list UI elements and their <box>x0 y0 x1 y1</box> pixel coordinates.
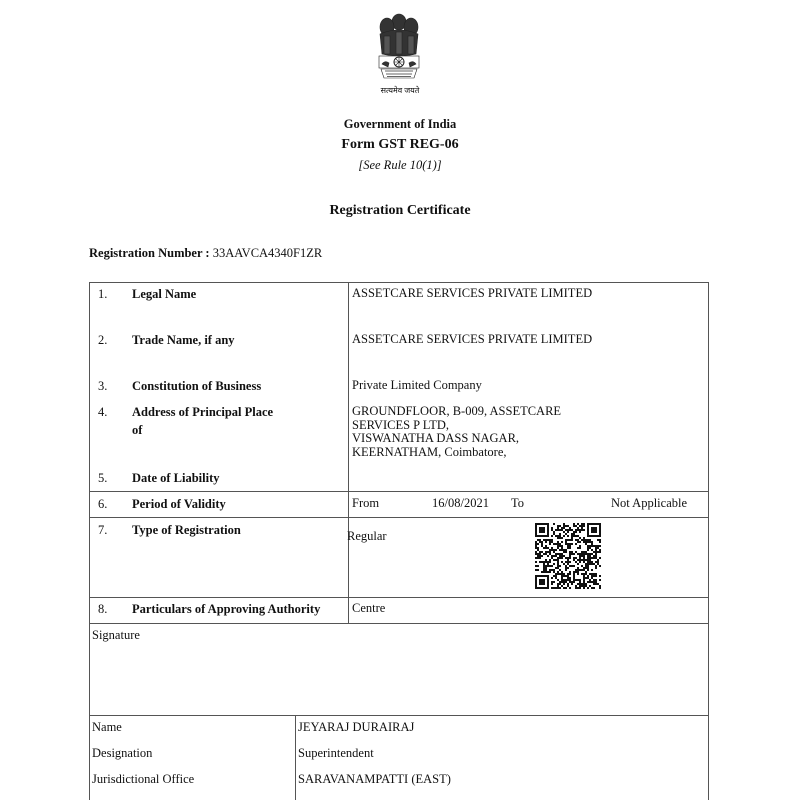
validity-to-label: To <box>511 496 525 510</box>
name-label: Name <box>92 720 122 734</box>
row-number: 3. <box>98 379 108 393</box>
name-value: JEYARAJ DURAIRAJ <box>298 720 415 734</box>
row-number: 5. <box>98 471 108 485</box>
government-heading: Government of India <box>343 117 457 131</box>
address-label <box>132 403 273 439</box>
signature-label: Signature <box>92 628 140 642</box>
address-line: SERVICES P LTD, <box>352 417 450 432</box>
approving-authority-value: Centre <box>352 601 386 615</box>
approving-authority-label: Particulars of Approving Authority <box>132 602 321 616</box>
trade-name-value: ASSETCARE SERVICES PRIVATE LIMITED <box>352 332 593 346</box>
national-emblem-icon <box>370 12 428 84</box>
row-number: 8. <box>98 602 108 616</box>
row-number: 7. <box>98 523 108 537</box>
rule-reference: [See Rule 10(1)] <box>358 158 442 172</box>
certificate-title: Registration Certificate <box>329 203 471 218</box>
jurisdictional-office-value: SARAVANAMPATTI (EAST) <box>298 772 451 786</box>
legal-name-label: Legal Name <box>132 287 197 301</box>
period-of-validity-label: Period of Validity <box>132 497 226 511</box>
registration-number-value: 33AAVCA4340F1ZR <box>212 246 323 260</box>
address-line: VISWANATHA DASS NAGAR, <box>352 431 520 445</box>
date-of-liability-label: Date of Liability <box>132 471 220 485</box>
legal-name-value: ASSETCARE SERVICES PRIVATE LIMITED <box>352 286 593 300</box>
emblem-motto: सत्यमेव जयते <box>380 86 420 95</box>
validity-from-value: 16/08/2021 <box>432 496 489 510</box>
designation-label: Designation <box>92 746 153 760</box>
validity-from-label: From <box>352 496 380 510</box>
registration-number-label: Registration Number : <box>89 246 210 260</box>
type-of-registration-value: Regular <box>347 529 387 543</box>
row-number: 2. <box>98 333 108 347</box>
type-of-registration-label: Type of Registration <box>132 523 241 537</box>
jurisdictional-office-label: Jurisdictional Office <box>92 772 195 786</box>
address-line: GROUNDFLOOR, B-009, ASSETCARE <box>352 404 562 418</box>
trade-name-label: Trade Name, if any <box>132 333 235 347</box>
row-number: 6. <box>98 497 108 511</box>
designation-value: Superintendent <box>298 746 374 760</box>
row-number: 1. <box>98 287 108 301</box>
constitution-label: Constitution of Business <box>132 379 262 393</box>
registration-number-line <box>89 246 322 261</box>
address-label-line: of <box>132 423 143 437</box>
address-line: KEERNATHAM, Coimbatore, <box>352 444 507 459</box>
row-number: 4. <box>98 405 108 419</box>
qr-code-icon <box>535 523 601 589</box>
address-value <box>352 405 561 459</box>
address-label-line: Address of Principal Place <box>132 405 274 419</box>
form-title: Form GST REG-06 <box>341 137 459 152</box>
validity-to-value: Not Applicable <box>611 496 688 510</box>
constitution-value: Private Limited Company <box>352 378 482 392</box>
